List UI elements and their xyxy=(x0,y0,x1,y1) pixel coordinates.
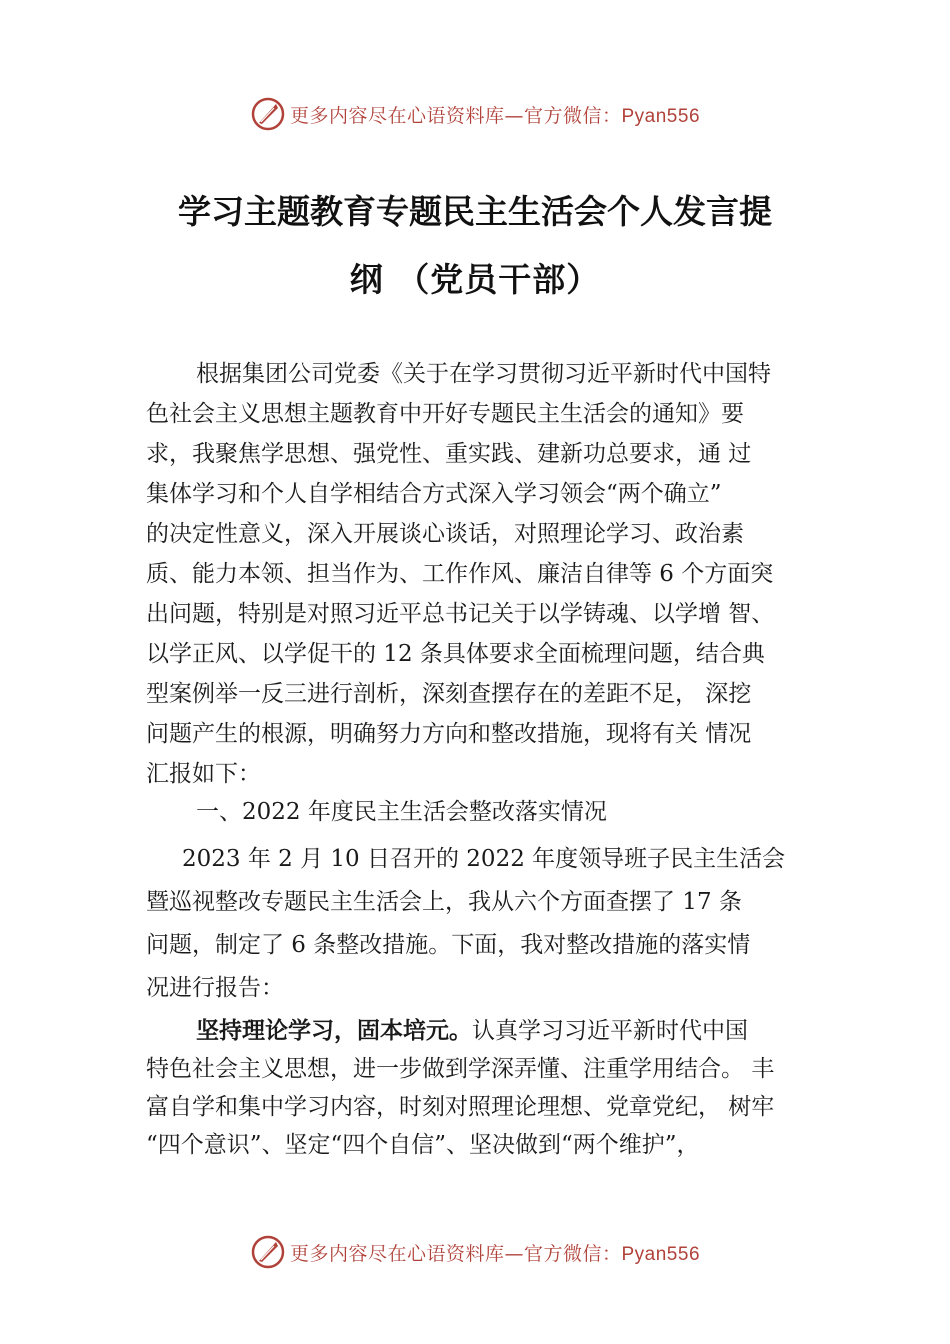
text-line: 根据集团公司党委《关于在学习贯彻习近平新时代中国特 xyxy=(196,361,771,387)
item-paragraph xyxy=(146,1012,836,1164)
section-heading xyxy=(146,792,886,832)
text-line: 问题，制定了 6 条整改措施。下面，我对整改措施的落实情 xyxy=(146,932,751,958)
text-line: 以学正风、以学促干的 12 条具体要求全面梳理问题，结合典 xyxy=(146,641,765,667)
watermark-banner-top xyxy=(0,94,950,134)
item-bold-lead: 坚持理论学习，固本培元。 xyxy=(196,1018,472,1044)
watermark-text: 更多内容尽在心语资料库—官方微信：Pyan556 xyxy=(289,1242,701,1265)
text-line: 暨巡视整改专题民主生活会上，我从六个方面查摆了 17 条 xyxy=(146,889,742,915)
text-line: 汇报如下： xyxy=(146,761,261,787)
text-line: “四个意识”、坚定“四个自信”、坚决做到“两个维护”， xyxy=(146,1132,700,1158)
quill-logo-icon xyxy=(250,96,286,132)
text-line: 出问题，特别是对照习近平总书记关于以学铸魂、以学增 智、 xyxy=(146,601,775,627)
watermark-text: 更多内容尽在心语资料库—官方微信：Pyan556 xyxy=(289,104,701,127)
text-line: 型案例举一反三进行剖析，深刻查摆存在的差距不足， 深挖 xyxy=(146,681,752,707)
watermark-banner-bottom xyxy=(0,1232,950,1272)
text-line: 况进行报告： xyxy=(146,975,284,1001)
item-text: 认真学习习近平新时代中国 xyxy=(472,1018,748,1044)
heading-text: 一、2022 年度民主生活会整改落实情况 xyxy=(196,799,607,825)
text-line: 特色社会主义思想，进一步做到学深弄懂、注重学用结合。 丰 xyxy=(146,1056,775,1082)
intro-paragraph xyxy=(146,354,836,794)
text-line xyxy=(146,1012,836,1050)
text-line: 色社会主义思想主题教育中开好专题民主生活会的通知》要 xyxy=(146,401,744,427)
text-line: 质、能力本领、担当作为、工作作风、廉洁自律等 6 个方面突 xyxy=(146,561,774,587)
text-line: 求，我聚焦学思想、强党性、重实践、建新功总要求，通 过 xyxy=(146,441,752,467)
text-line: 问题产生的根源，明确努力方向和整改措施，现将有关 情况 xyxy=(146,721,752,747)
section-paragraph xyxy=(146,838,836,1010)
text-line: 2023 年 2 月 10 日召开的 2022 年度领导班子民主生活会 xyxy=(182,846,786,872)
text-line: 富自学和集中学习内容，时刻对照理论理想、党章党纪， 树牢 xyxy=(146,1094,775,1120)
quill-logo-icon xyxy=(250,1234,286,1270)
wechat-id: Pyan556 xyxy=(621,105,701,127)
text-line: 的决定性意义，深入开展谈心谈话，对照理论学习、政治素 xyxy=(146,521,744,547)
text-line: 集体学习和个人自学相结合方式深入学习领会“两个确立” xyxy=(146,481,722,507)
document-title-line1: 学习主题教育专题民主生活会个人发言提 xyxy=(178,192,772,231)
wechat-id: Pyan556 xyxy=(621,1243,701,1265)
document-title-line2: 纲 （党员干部） xyxy=(349,260,601,299)
